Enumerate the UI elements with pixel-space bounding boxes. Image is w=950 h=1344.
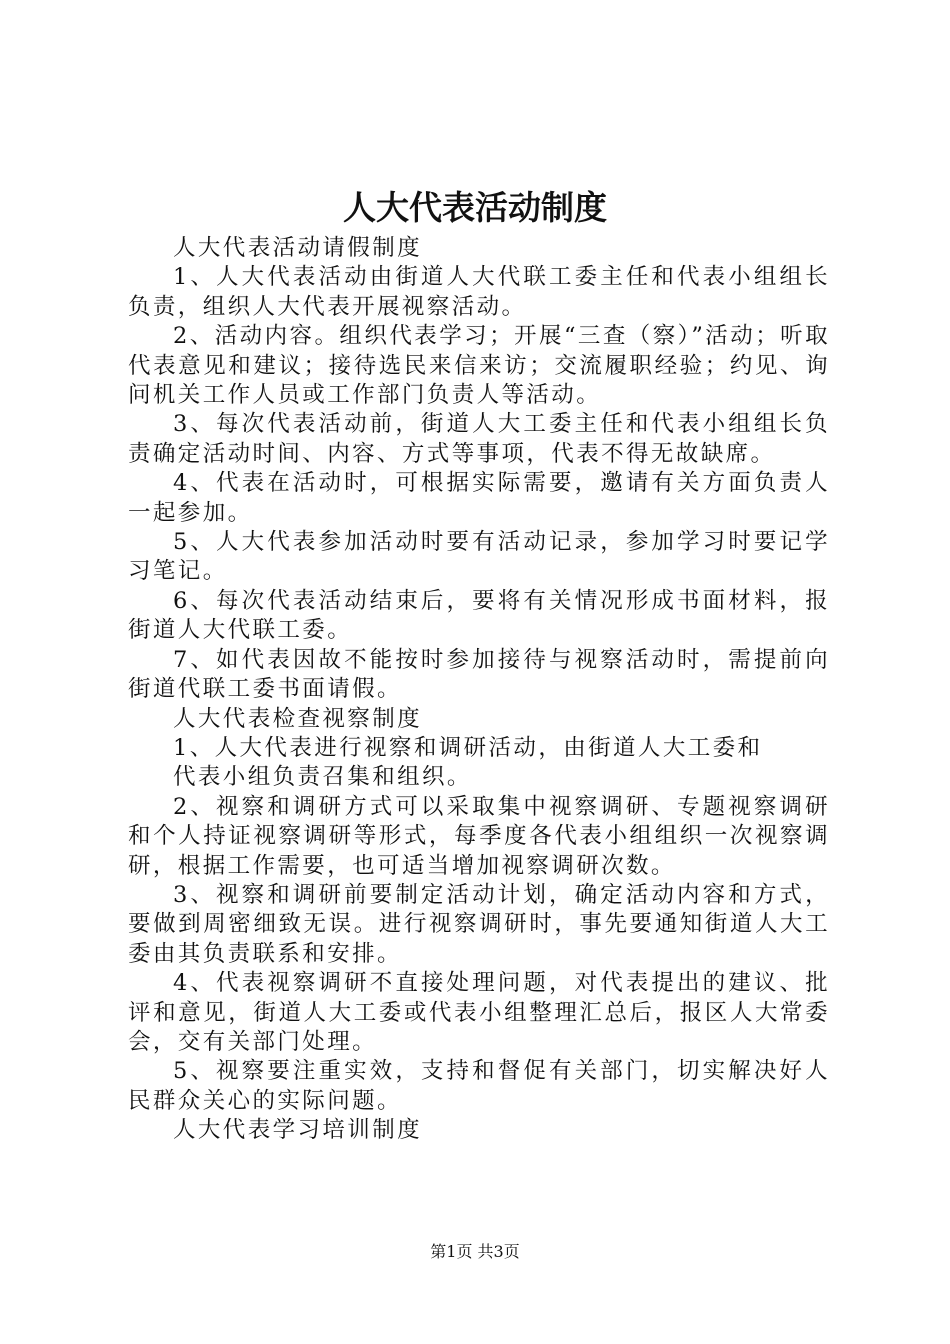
paragraph: 3、每次代表活动前，街道人大工委主任和代表小组组长负责确定活动时间、内容、方式等事项，代表不得无故缺席。 <box>128 411 830 467</box>
paragraph: 1、人大代表活动由街道人大代联工委主任和代表小组组长负责，组织人大代表开展视察活动。 <box>128 264 830 320</box>
paragraph: 2、视察和调研方式可以采取集中视察调研、专题视察调研和个人持证视察调研等形式，每季度各代表小组组织一次视察调研，根据工作需要，也可适当增加视察调研次数。 <box>128 793 830 879</box>
section-heading-training: 人大代表学习培训制度 <box>173 1117 423 1144</box>
paragraph: 1、人大代表进行视察和调研活动，由街道人大工委和 <box>173 734 763 761</box>
paragraph: 5、视察要注重实效，支持和督促有关部门，切实解决好人民群众关心的实际问题。 <box>128 1058 830 1114</box>
paragraph: 3、视察和调研前要制定活动计划，确定活动内容和方式，要做到周密细致无误。进行视察调研时，事先要通知街道人大工委由其负责联系和安排。 <box>128 881 830 967</box>
page-indicator: 第1页 共3页 <box>430 1242 520 1261</box>
paragraph: 4、代表在活动时，可根据实际需要，邀请有关方面负责人一起参加。 <box>128 470 830 526</box>
section-heading-leave: 人大代表活动请假制度 <box>173 235 423 261</box>
paragraph: 5、人大代表参加活动时要有活动记录，参加学习时要记学习笔记。 <box>128 529 830 585</box>
paragraph: 4、代表视察调研不直接处理问题，对代表提出的建议、批评和意见，街道人大工委或代表小组整理汇总后，报区人大常委会，交有关部门处理。 <box>128 970 830 1055</box>
paragraph: 2、活动内容。组织代表学习；开展“三查（察）”活动；听取代表意见和建议；接待选民来信来访；交流履职经验；约见、询问机关工作人员或工作部门负责人等活动。 <box>128 323 830 409</box>
section-heading-inspection: 人大代表检查视察制度 <box>173 705 423 732</box>
paragraph: 代表小组负责召集和组织。 <box>173 764 472 791</box>
document-body <box>128 234 830 1146</box>
paragraph: 7、如代表因故不能按时参加接待与视察活动时，需提前向街道代联工委书面请假。 <box>128 646 830 703</box>
paragraph: 6、每次代表活动结束后，要将有关情况形成书面材料，报街道人大代联工委。 <box>128 587 830 644</box>
document-title: 人大代表活动制度 <box>343 188 607 227</box>
